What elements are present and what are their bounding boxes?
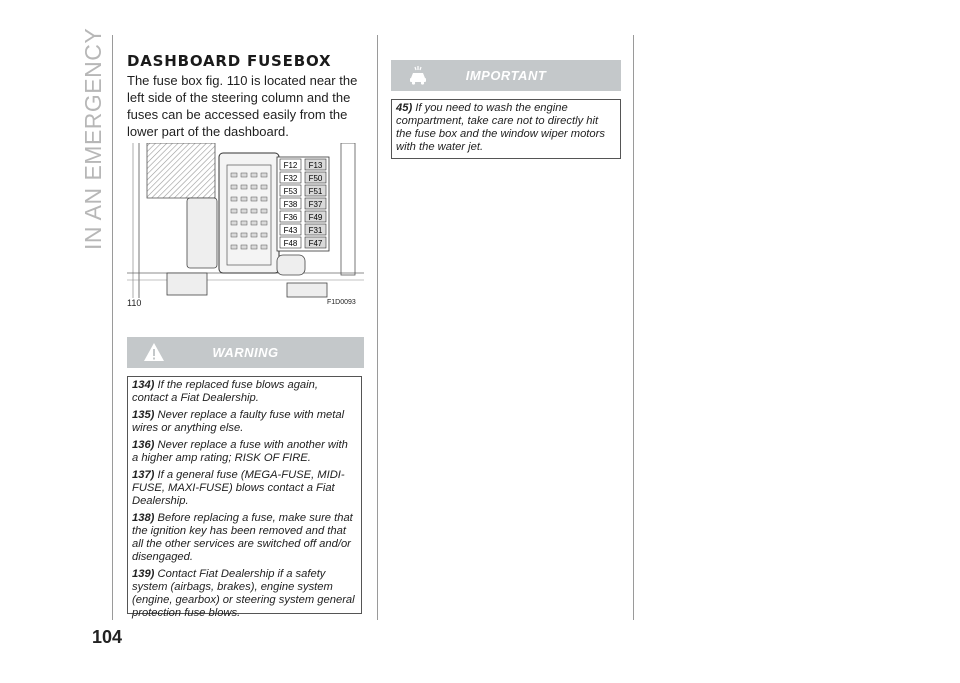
fuse-label: F47 [308,239,323,248]
fuse-label: F53 [283,187,298,196]
section-heading: DASHBOARD FUSEBOX [127,52,332,70]
warning-note: 138) Before replacing a fuse, make sure that the ignition key has been removed and that all the other services are switched off and/or disengaged. [132,512,353,563]
column-divider-1 [377,35,378,620]
fuse-label: F51 [308,187,323,196]
important-title: IMPORTANT [465,68,547,83]
fuse-label: F31 [308,226,323,235]
fuse-column-left [280,159,301,248]
fusebox-illustration [127,143,364,310]
fuse-label: F13 [308,161,323,170]
fuse-label: F37 [308,200,323,209]
warning-note: 137) If a general fuse (MEGA-FUSE, MIDI-FUSE, MAXI-FUSE) blows contact a Fiat Dealership. [132,469,345,507]
fuse-label: F36 [283,213,298,222]
page-number: 104 [92,627,123,647]
fuse-label: F50 [308,174,323,183]
warning-note: 135) Never replace a faulty fuse with metal wires or anything else. [132,409,345,434]
fuse-label: F32 [283,174,298,183]
fuse-label: F48 [283,239,298,248]
side-divider [112,35,113,620]
section-side-title: IN AN EMERGENCY [80,27,106,250]
intro-paragraph: The fuse box fig. 110 is located near the left side of the steering column and the fuses can be accessed easily from the lower part of the dashboard. [127,73,358,139]
fuse-column-right [305,159,326,248]
warning-banner [127,337,364,368]
fuse-label: F12 [283,161,298,170]
fuse-label: F49 [308,213,323,222]
warning-note: 136) Never replace a fuse with another with a higher amp rating; RISK OF FIRE. [132,439,348,464]
important-box [391,99,621,159]
important-banner [391,60,621,91]
warning-title: WARNING [212,345,279,360]
column-divider-2 [633,35,634,620]
figure-number: 110 [127,298,142,308]
important-note: 45) If you need to wash the engine compartment, take care not to directly hit the fuse box and the window wiper motors with the water jet. [396,102,605,153]
warning-note: 139) Contact Fiat Dealership if a safety system (airbags, brakes), engine system (engine, gearbox) or steering system general protection fuse blows. [132,568,355,619]
warning-note: 134) If the replaced fuse blows again, contact a Fiat Dealership. [132,379,318,404]
figure-code: F1D0093 [327,299,356,306]
fuse-label: F38 [283,200,298,209]
fuse-label: F43 [283,226,298,235]
warning-box [127,376,362,619]
